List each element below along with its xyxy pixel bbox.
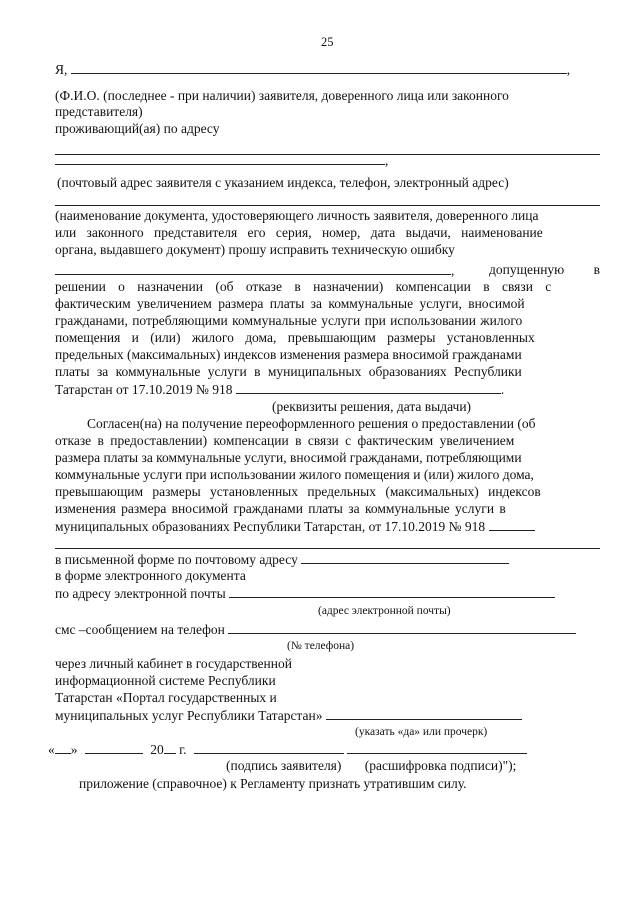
yes-caption: (указать «да» или прочерк)	[355, 726, 488, 738]
date-year-blank[interactable]	[164, 741, 176, 754]
portal-line-4	[55, 707, 522, 724]
signature-captions	[226, 758, 516, 774]
by-mail-label: в письменной форме по почтовому адресу	[55, 552, 298, 567]
error-comma: ,	[451, 263, 455, 278]
para1-line-7-text: Татарстан от 17.10.2019 № 918	[55, 382, 233, 397]
by-email-label: по адресу электронной почты	[55, 586, 226, 601]
date-day-blank[interactable]	[55, 741, 71, 754]
doc-caption-3: органа, выдавшего документ) прошу исправить техническую ошибку	[55, 242, 455, 257]
portal-yes-blank[interactable]	[326, 707, 522, 720]
portal-line-2: информационной системе Республики	[55, 673, 276, 688]
date-open-quote: «	[48, 742, 55, 757]
document-blank[interactable]	[55, 205, 600, 206]
doc-caption-1: (наименование документа, удостоверяющего личность заявителя, доверенного лица	[55, 208, 539, 223]
appendix-line: приложение (справочное) к Регламенту признать утратившим силу.	[79, 776, 467, 791]
page-number: 25	[321, 35, 334, 49]
fio-caption-2: представителя)	[55, 104, 143, 119]
para2-line-4: коммунальные услуги при использовании жилого помещения и (или) жилого дома,	[55, 467, 534, 482]
para1-line-6: платы за коммунальные услуги в муниципальных образованиях Республики	[55, 364, 522, 379]
fio-caption-1	[55, 88, 600, 104]
address-comma: ,	[385, 153, 389, 168]
date-year-suffix: г.	[179, 742, 187, 757]
para1-line-3: гражданами, потребляющими коммунальные услуги при использовании жилого	[55, 313, 523, 328]
para1-line-1: решении о назначении (об отказе в назначении) компенсации в связи с	[55, 279, 552, 294]
para2-line-1: Согласен(на) на получение переоформленного решения о предоставлении (об	[87, 416, 536, 431]
error-line	[55, 262, 600, 279]
decipher-blank[interactable]	[347, 741, 527, 754]
para2-short-blank[interactable]	[489, 518, 535, 531]
signature-blank[interactable]	[194, 741, 344, 754]
para2-line-5: превышающим размеры установленных предельных (максимальных) индексов	[55, 484, 541, 499]
by-sms-line	[55, 621, 576, 638]
by-email-line	[55, 585, 555, 602]
portal-line-1: через личный кабинет в государственной	[55, 656, 292, 671]
para2-line-6: изменения размера вносимой гражданами платы за коммунальные услуги в	[55, 501, 506, 516]
portal-line-4-text: муниципальных услуг Республики Татарстан»	[55, 708, 323, 723]
date-close-quote: »	[70, 742, 78, 757]
address-line-2	[55, 152, 388, 169]
decipher-caption: (расшифровка подписи)");	[364, 758, 517, 773]
address-caption: (почтовый адрес заявителя с указанием индекса, телефон, электронный адрес)	[57, 175, 509, 190]
para1-line-5: предельных (максимальных) индексов изменения размера вносимой гражданами	[55, 347, 522, 362]
fio-blank[interactable]	[71, 61, 567, 74]
doc-caption-text-2: или законного представителя его серия, номер, дата выдачи, наименование	[55, 225, 543, 240]
phone-blank[interactable]	[228, 621, 576, 634]
para2-line-2: отказе в предоставлении) компенсации в связи с фактическим увеличением	[55, 433, 515, 448]
date-month-blank[interactable]	[85, 741, 143, 754]
error-blank[interactable]	[55, 262, 451, 275]
signature-caption: (подпись заявителя)	[226, 758, 342, 773]
by-mail-line	[55, 551, 509, 568]
date-signature-line	[48, 741, 527, 758]
ya-line	[55, 61, 570, 78]
phone-caption: (№ телефона)	[287, 640, 355, 652]
email-blank[interactable]	[229, 585, 555, 598]
by-sms-label: смс –сообщением на телефон	[55, 622, 225, 637]
error-tail: допущенную в	[488, 262, 600, 277]
date-year-prefix: 20	[150, 742, 164, 757]
fio-comma: ,	[566, 62, 571, 77]
fio-caption-text-1: (Ф.И.О. (последнее - при наличии) заявителя, доверенного лица или законного	[55, 88, 509, 103]
ya-label: Я,	[55, 62, 68, 77]
para1-line-2: фактическим увеличением размера платы за коммунальные услуги, вносимой	[55, 296, 525, 311]
doc-caption-2	[55, 225, 600, 241]
para2-continuation-blank[interactable]	[55, 548, 600, 549]
para2-line-3: размера платы за коммунальные услуги, вносимой гражданами, потребляющими	[55, 450, 522, 465]
para2-line-7-text: муниципальных образованиях Республики Татарстан, от 17.10.2019 № 918	[55, 519, 486, 534]
email-caption: (адрес электронной почты)	[318, 605, 451, 617]
para1-end: .	[500, 382, 505, 397]
decision-caption: (реквизиты решения, дата выдачи)	[272, 399, 472, 414]
decision-blank[interactable]	[236, 381, 501, 394]
para2-line-7	[55, 518, 535, 535]
residing-label: проживающий(ая) по адресу	[55, 121, 220, 136]
portal-line-3: Татарстан «Портал государственных и	[55, 690, 277, 705]
address-blank-2[interactable]	[55, 152, 385, 165]
electronic-form-label: в форме электронного документа	[55, 568, 246, 583]
postal-address-blank[interactable]	[301, 551, 509, 564]
para1-line-7	[55, 381, 504, 398]
para1-line-4: помещения и (или) жилого дома, превышающим размеры установленных	[55, 330, 535, 345]
